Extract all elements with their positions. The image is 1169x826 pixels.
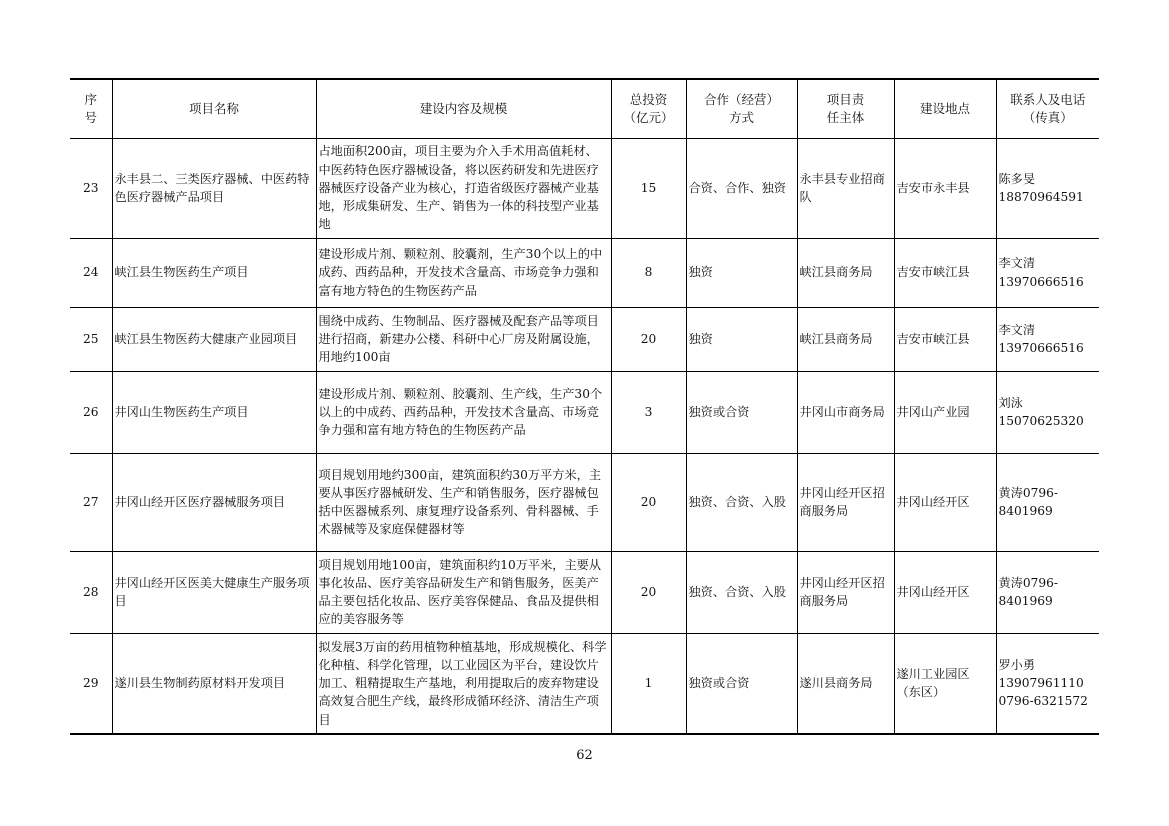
table-row: [70, 453, 1099, 551]
row-mode: 独资或合资: [686, 371, 797, 453]
row-contact: 陈多旻 18870964591: [996, 138, 1099, 238]
header-num: 序 号: [70, 79, 112, 138]
row-name: 井冈山经开区医美大健康生产服务项目: [112, 551, 316, 633]
row-num: 26: [70, 371, 112, 453]
row-num: 23: [70, 138, 112, 238]
row-contact: 刘泳 15070625320: [996, 371, 1099, 453]
row-name: 井冈山经开区医疗器械服务项目: [112, 453, 316, 551]
row-name: 遂川县生物制药原材料开发项目: [112, 633, 316, 734]
row-location: 井冈山经开区: [894, 551, 996, 633]
header-owner: 项目责 任主体: [797, 79, 894, 138]
header-name: 项目名称: [112, 79, 316, 138]
header-investment: 总投资 （亿元）: [611, 79, 686, 138]
row-name: 峡江县生物医药大健康产业园项目: [112, 307, 316, 371]
row-name: 井冈山生物医药生产项目: [112, 371, 316, 453]
row-content: 拟发展3万亩的药用植物种植基地，形成规模化、科学化种植、科学化管理，以工业园区为平台，建设饮片加工、粗精提取生产基地，利用提取后的废弃物建设高效复合肥生产线，最终形成循环经济、清洁生产项目: [316, 633, 611, 734]
row-investment: 1: [611, 633, 686, 734]
row-mode: 独资、合资、入股: [686, 551, 797, 633]
row-mode: 独资、合资、入股: [686, 453, 797, 551]
row-location: 吉安市永丰县: [894, 138, 996, 238]
row-mode: 独资: [686, 307, 797, 371]
row-owner: 遂川县商务局: [797, 633, 894, 734]
row-content: 项目规划用地100亩，建筑面积约10万平米，主要从事化妆品、医疗美容品研发生产和销售服务，医美产品主要包括化妆品、医疗美容保健品、食品及提供相应的美容服务等: [316, 551, 611, 633]
table-row: [70, 371, 1099, 453]
row-contact: 罗小勇 13907961110 0796-6321572: [996, 633, 1099, 734]
row-content: 建设形成片剂、颗粒剂、胶囊剂、生产线，生产30个以上的中成药、西药品种，开发技术含量高、市场竞争力强和富有地方特色的生物医药产品: [316, 371, 611, 453]
row-investment: 20: [611, 551, 686, 633]
row-owner: 井冈山经开区招商服务局: [797, 551, 894, 633]
row-contact: 李文清 13970666516: [996, 307, 1099, 371]
row-owner: 峡江县商务局: [797, 307, 894, 371]
row-name: 永丰县二、三类医疗器械、中医药特色医疗器械产品项目: [112, 138, 316, 238]
row-num: 29: [70, 633, 112, 734]
row-mode: 合资、合作、独资: [686, 138, 797, 238]
header-mode: 合作（经营） 方式: [686, 79, 797, 138]
row-investment: 20: [611, 453, 686, 551]
table-row: [70, 307, 1099, 371]
row-contact: 黄涛0796- 8401969: [996, 551, 1099, 633]
header-contact: 联系人及电话 （传真）: [996, 79, 1099, 138]
row-location: 井冈山产业园: [894, 371, 996, 453]
row-mode: 独资或合资: [686, 633, 797, 734]
row-num: 24: [70, 238, 112, 307]
row-contact: 李文清 13970666516: [996, 238, 1099, 307]
row-num: 25: [70, 307, 112, 371]
row-num: 27: [70, 453, 112, 551]
row-owner: 峡江县商务局: [797, 238, 894, 307]
row-content: 占地面积200亩，项目主要为介入手术用高值耗材、中医药特色医疗器械设备，将以医药研发和先进医疗器械医疗设备产业为核心，打造省级医疗器械产业基地，形成集研发、生产、销售为一体的科技型产业基地: [316, 138, 611, 238]
row-location: 遂川工业园区（东区）: [894, 633, 996, 734]
row-name: 峡江县生物医药生产项目: [112, 238, 316, 307]
table-row: [70, 238, 1099, 307]
row-content: 围绕中成药、生物制品、医疗器械及配套产品等项目进行招商，新建办公楼、科研中心厂房及附属设施，用地约100亩: [316, 307, 611, 371]
project-table: [70, 78, 1099, 735]
row-location: 吉安市峡江县: [894, 238, 996, 307]
page-number: 62: [576, 748, 593, 763]
row-mode: 独资: [686, 238, 797, 307]
table-row: [70, 551, 1099, 633]
header-row: [70, 79, 1099, 138]
row-owner: 井冈山市商务局: [797, 371, 894, 453]
row-location: 吉安市峡江县: [894, 307, 996, 371]
header-content: 建设内容及规模: [316, 79, 611, 138]
row-owner: 井冈山经开区招商服务局: [797, 453, 894, 551]
table-row: [70, 138, 1099, 238]
table-row: [70, 633, 1099, 734]
row-content: 项目规划用地约300亩，建筑面积约30万平方米，主要从事医疗器械研发、生产和销售服务，医疗器械包括中医器械系列、康复理疗设备系列、骨科器械、手术器械等及家庭保健器材等: [316, 453, 611, 551]
row-location: 井冈山经开区: [894, 453, 996, 551]
row-content: 建设形成片剂、颗粒剂、胶囊剂，生产30个以上的中成药、西药品种，开发技术含量高、市场竞争力强和富有地方特色的生物医药产品: [316, 238, 611, 307]
row-num: 28: [70, 551, 112, 633]
row-investment: 3: [611, 371, 686, 453]
row-contact: 黄涛0796- 8401969: [996, 453, 1099, 551]
header-location: 建设地点: [894, 79, 996, 138]
row-investment: 15: [611, 138, 686, 238]
row-investment: 20: [611, 307, 686, 371]
row-investment: 8: [611, 238, 686, 307]
row-owner: 永丰县专业招商队: [797, 138, 894, 238]
